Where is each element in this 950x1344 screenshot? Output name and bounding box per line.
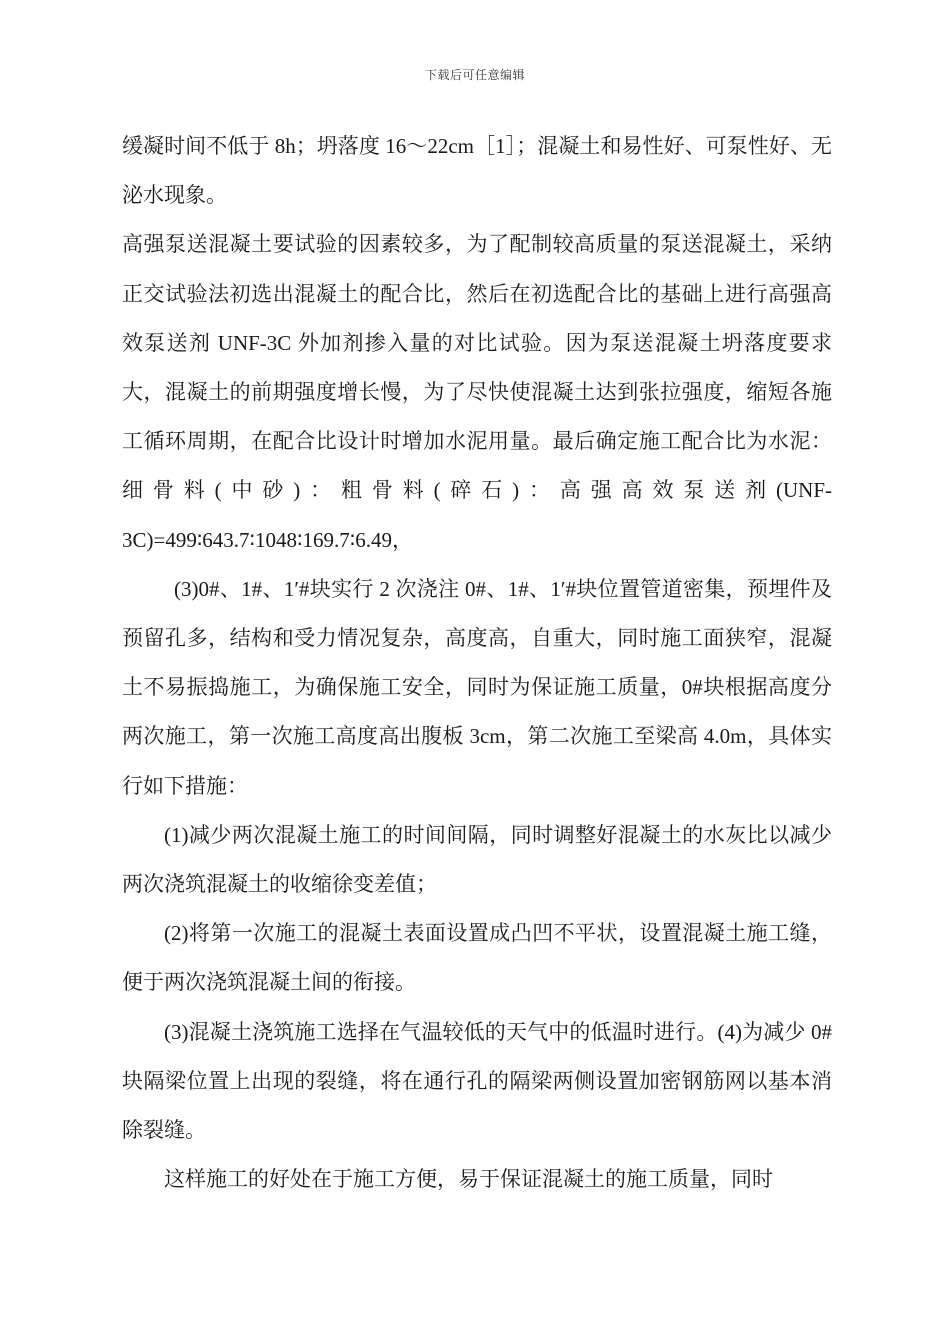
paragraph-3: (3)0#、1#、1′#块实行 2 次浇注 0#、1#、1′#块位置管道密集，预埋件及预留孔多，结构和受力情况复杂，高度高，自重大，同时施工面狭窄，混凝土不易振捣施工，为确保施工安全，同时为保证施工质量，0#块根据高度分两次施工，第一次施工高度高出腹板 3cm，第二次施工至梁高 4.0m，具体实行如下措施： (122, 576, 832, 798)
page-header: 下载后可任意编辑 (424, 68, 525, 82)
paragraph-1: 缓凝时间不低于 8h；坍落度 16～22cm［1］；混凝土和易性好、可泵性好、无泌水现象。 (122, 134, 832, 208)
paragraph-5: (2)将第一次施工的混凝土表面设置成凸凹不平状，设置混凝土施工缝，便于两次浇筑混凝土间的衔接。 (122, 921, 832, 995)
document-body (122, 122, 832, 1204)
paragraph-4: (1)减少两次混凝土施工的时间间隔，同时调整好混凝土的水灰比以减少两次浇筑混凝土的收缩徐变差值； (122, 822, 832, 897)
paragraph-7: 这样施工的好处在于施工方便，易于保证混凝土的施工质量，同时 (164, 1167, 773, 1192)
paragraph-6: (3)混凝土浇筑施工选择在气温较低的天气中的低温时进行。(4)为减少 0#块隔梁位置上出现的裂缝，将在通行孔的隔梁两侧设置加密钢筋网以基本消除裂缝。 (122, 1019, 832, 1143)
paragraph-2: 高强泵送混凝土要试验的因素较多，为了配制较高质量的泵送混凝土，采纳正交试验法初选出混凝土的配合比，然后在初选配合比的基础上进行高强高效泵送剂 UNF-3C 外加剂掺入量的对比试验。因为泵送混凝土坍落度要求大，混凝土的前期强度增长慢，为了尽快使混凝土达到张拉强度，缩短各施工循环周期，在配合比设计时增加水泥用量。最后确定施工配合比为水泥：细骨料(中砂)：粗骨料(碎石)：高强高效泵送剂(UNF-3C)=499∶643.7∶1048∶169.7∶6.49， (122, 232, 832, 552)
